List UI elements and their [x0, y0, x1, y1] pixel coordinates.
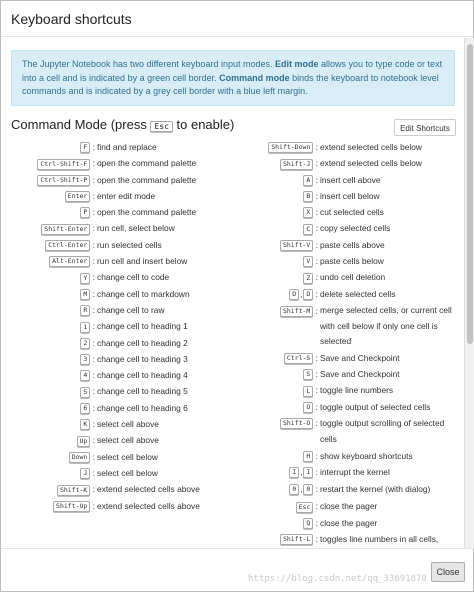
shortcut-key: Q [303, 518, 313, 529]
shortcut-key: 0 [303, 484, 313, 495]
key-colon: : [313, 401, 318, 412]
shortcut-row [1, 139, 235, 155]
shortcut-row [1, 498, 235, 514]
shortcut-key: Shift-J [280, 159, 313, 170]
shortcut-description: paste cells above [320, 239, 385, 250]
dialog-title: Keyboard shortcuts [11, 11, 132, 27]
shortcut-description: change cell to heading 1 [97, 321, 188, 332]
section-title [11, 117, 234, 132]
shortcut-description: change cell to code [97, 272, 170, 283]
key-colon: : [90, 142, 95, 152]
key-colon: : [90, 402, 95, 413]
shortcut-key: Shift-V [280, 240, 313, 251]
shortcut-key: O [303, 402, 313, 413]
shortcut-keys [235, 155, 318, 171]
shortcut-row [235, 399, 463, 415]
shortcut-row [1, 204, 235, 220]
shortcut-keys [1, 432, 95, 448]
key-colon: : [90, 190, 95, 201]
key-colon: : [313, 466, 318, 477]
shortcut-description: toggle line numbers [320, 385, 394, 396]
shortcut-key: R [80, 305, 90, 316]
key-colon: : [313, 239, 318, 250]
shortcut-keys [235, 172, 318, 188]
key-colon: : [313, 484, 318, 495]
shortcut-keys [1, 237, 95, 253]
key-colon: : [313, 223, 318, 234]
shortcut-row [235, 464, 463, 481]
shortcut-key: L [303, 386, 313, 397]
shortcut-key: Shift-Up [53, 501, 90, 512]
shortcut-description: run cell, select below [97, 223, 175, 234]
shortcut-keys [1, 481, 95, 497]
shortcut-keys [235, 204, 318, 220]
shortcut-row [1, 286, 235, 302]
shortcut-description: restart the kernel (with dialog) [320, 484, 431, 495]
key-colon: : [313, 369, 318, 380]
shortcut-key: C [303, 224, 313, 235]
shortcut-keys [235, 382, 318, 398]
shortcut-description: change cell to raw [97, 304, 165, 315]
shortcut-keys [235, 481, 318, 498]
info-text-3: binds the keyboard to notebook level commands and is indicated by a grey cell border with a blue left margin. [22, 72, 439, 96]
shortcut-description: toggle output of selected cells [320, 401, 431, 412]
shortcut-keys [1, 139, 95, 155]
shortcut-description: open the command palette [97, 207, 197, 218]
shortcut-key: F [80, 142, 90, 153]
info-edit-mode: Edit mode [274, 59, 319, 69]
shortcut-keys [1, 400, 95, 416]
shortcut-key: Enter [65, 191, 91, 202]
shortcut-keys [235, 220, 318, 236]
shortcut-row [235, 531, 463, 547]
key-colon: : [90, 288, 95, 299]
shortcut-description: change cell to heading 3 [97, 353, 188, 364]
scrollbar-thumb[interactable] [467, 44, 473, 344]
shortcut-row [235, 303, 463, 350]
shortcut-row [1, 188, 235, 204]
shortcut-description: cut selected cells [320, 207, 384, 218]
shortcut-row [235, 350, 463, 366]
shortcut-key: D [303, 289, 313, 300]
shortcut-description: show keyboard shortcuts [320, 450, 413, 461]
key-colon: : [90, 321, 95, 332]
shortcut-description: insert cell below [320, 190, 380, 201]
info-text-2: allows you to type code or text into a cell and is indicated by a green cell border. [22, 59, 443, 83]
key-colon: : [90, 158, 95, 169]
key-colon: : [90, 370, 95, 381]
shortcut-row [235, 498, 463, 514]
key-colon: : [313, 534, 318, 545]
shortcut-keys [235, 415, 318, 448]
shortcut-row [1, 351, 235, 367]
key-colon: : [313, 174, 318, 185]
shortcut-row [1, 432, 235, 448]
shortcut-keys [235, 399, 318, 415]
shortcut-key: X [303, 207, 313, 218]
key-separator: , [300, 485, 303, 495]
key-colon: : [90, 353, 95, 364]
key-colon: : [313, 417, 318, 428]
shortcut-description: enter edit mode [97, 190, 156, 201]
shortcut-row [1, 318, 235, 334]
shortcut-key: Shift-L [280, 534, 313, 545]
shortcut-description: extend selected cells above [97, 500, 200, 511]
shortcut-row [235, 172, 463, 188]
key-colon: : [313, 288, 318, 299]
shortcut-key: Shift-K [57, 485, 90, 496]
key-colon: : [90, 256, 95, 267]
key-colon: : [90, 304, 95, 315]
key-colon: : [90, 435, 95, 446]
key-colon: : [313, 501, 318, 512]
shortcut-key: Up [77, 436, 91, 447]
shortcut-key: Z [303, 273, 313, 284]
key-colon: : [90, 500, 95, 511]
shortcut-description: extend selected cells above [97, 484, 200, 495]
shortcut-key: Alt-Enter [49, 256, 90, 267]
shortcuts-column-right [235, 139, 463, 547]
shortcut-key: A [303, 175, 313, 186]
shortcut-keys [1, 465, 95, 481]
shortcut-description: insert cell above [320, 174, 381, 185]
key-colon: : [90, 337, 95, 348]
shortcut-key: 4 [80, 370, 90, 381]
shortcut-row [1, 237, 235, 253]
key-colon: : [90, 419, 95, 430]
shortcut-key: H [303, 451, 313, 462]
shortcut-keys [1, 269, 95, 285]
shortcut-keys [1, 351, 95, 367]
shortcut-keys [1, 204, 95, 220]
shortcut-description: close the pager [320, 501, 378, 512]
shortcut-keys [235, 531, 318, 547]
shortcut-keys [235, 253, 318, 269]
shortcut-keys [235, 139, 318, 155]
shortcut-keys [1, 335, 95, 351]
shortcut-description: delete selected cells [320, 288, 396, 299]
key-colon: : [313, 190, 318, 201]
shortcut-row [1, 155, 235, 171]
shortcut-row [235, 155, 463, 171]
dialog-header [1, 1, 473, 37]
shortcut-row [235, 415, 463, 448]
key-colon: : [313, 385, 318, 396]
shortcut-keys [1, 449, 95, 465]
shortcut-key: P [80, 207, 90, 218]
key-colon: : [313, 272, 318, 283]
shortcut-keys [1, 318, 95, 334]
shortcut-description: change cell to heading 5 [97, 386, 188, 397]
shortcut-row [235, 139, 463, 155]
shortcut-row [235, 382, 463, 398]
shortcut-keys [1, 155, 95, 171]
shortcut-row [235, 515, 463, 531]
shortcut-description: merge selected cells, or current cell with cell below if only one cell is selected [320, 304, 452, 347]
shortcut-key: K [80, 419, 90, 430]
shortcut-keys [235, 237, 318, 253]
shortcut-keys [235, 366, 318, 382]
shortcut-row [1, 335, 235, 351]
shortcut-key: S [303, 369, 313, 380]
shortcut-row [1, 383, 235, 399]
key-colon: : [313, 352, 318, 363]
shortcut-description: select cell above [97, 435, 159, 446]
shortcut-key: 1 [80, 322, 90, 333]
shortcut-key: Esc [296, 502, 314, 513]
shortcut-keys [235, 464, 318, 481]
shortcut-row [1, 269, 235, 285]
shortcut-row [235, 366, 463, 382]
info-command-mode: Command mode [219, 72, 290, 83]
key-colon: : [313, 450, 318, 461]
shortcut-row [1, 253, 235, 269]
shortcut-key: 3 [80, 354, 90, 365]
key-colon: : [90, 174, 95, 185]
dialog-body[interactable] [1, 38, 463, 548]
section-title-post: to enable) [172, 117, 235, 132]
shortcut-description: select cell below [97, 451, 158, 462]
shortcut-row [235, 448, 463, 464]
shortcut-row [235, 237, 463, 253]
shortcut-row [235, 220, 463, 236]
shortcut-key: Down [69, 452, 91, 463]
key-colon: : [90, 239, 95, 250]
shortcut-description: open the command palette [97, 174, 197, 185]
key-colon: : [313, 256, 318, 267]
shortcut-key: 6 [80, 403, 90, 414]
key-colon: : [313, 517, 318, 528]
shortcut-key: 2 [80, 338, 90, 349]
info-text-1: The Jupyter Notebook has two different keyboard input modes. [22, 59, 275, 69]
shortcut-keys [235, 515, 318, 531]
shortcut-keys [1, 188, 95, 204]
shortcut-row [1, 449, 235, 465]
key-colon: : [313, 158, 318, 169]
shortcut-description: change cell to markdown [97, 288, 190, 299]
shortcut-keys [1, 286, 95, 302]
shortcut-keys [235, 188, 318, 204]
key-separator: , [300, 289, 303, 299]
shortcut-description: paste cells below [320, 256, 384, 267]
shortcut-description: copy selected cells [320, 223, 391, 234]
shortcut-row [1, 172, 235, 188]
dialog-scrollbar[interactable] [464, 38, 474, 548]
shortcut-keys [1, 498, 95, 514]
shortcut-keys [235, 303, 318, 350]
info-alert [11, 50, 455, 106]
shortcut-keys [235, 269, 318, 285]
shortcut-description: extend selected cells below [320, 158, 422, 169]
shortcut-row [235, 269, 463, 285]
shortcut-keys [1, 383, 95, 399]
shortcuts-column-left [1, 139, 235, 514]
shortcut-key: B [303, 191, 313, 202]
shortcut-description: Save and Checkpoint [320, 352, 400, 363]
key-colon: : [90, 386, 95, 397]
shortcut-keys [235, 498, 318, 514]
shortcut-key: M [80, 289, 90, 300]
shortcut-description: toggles line numbers in all cells, [320, 534, 439, 545]
watermark: https://blog.csdn.net/qq_33691870 [248, 574, 427, 584]
esc-key: Esc [150, 121, 172, 132]
shortcut-keys [235, 448, 318, 464]
shortcut-keys [235, 350, 318, 366]
shortcut-description: find and replace [97, 142, 157, 152]
close-button[interactable]: Close [431, 562, 465, 582]
key-colon: : [313, 207, 318, 218]
section-title-pre: Command Mode (press [11, 117, 151, 132]
shortcut-keys [1, 302, 95, 318]
key-colon: : [90, 207, 95, 218]
shortcut-key: 0 [289, 484, 299, 495]
shortcut-key: I [303, 467, 313, 478]
shortcut-description: select cell below [97, 467, 158, 478]
edit-shortcuts-button[interactable]: Edit Shortcuts [394, 119, 456, 136]
shortcut-row [1, 367, 235, 383]
shortcut-description: close the pager [320, 517, 378, 528]
shortcut-description: Save and Checkpoint [320, 369, 400, 380]
key-colon: : [90, 467, 95, 478]
shortcut-row [1, 220, 235, 236]
shortcut-key: D [289, 289, 299, 300]
shortcut-key: Shift-M [280, 306, 313, 317]
shortcut-key: J [80, 468, 90, 479]
shortcut-description: select cell above [97, 419, 159, 430]
key-colon: : [90, 484, 95, 495]
key-colon: : [90, 272, 95, 283]
key-colon: : [313, 305, 318, 316]
shortcut-keys [1, 172, 95, 188]
shortcut-key: Ctrl-Shift-F [37, 159, 90, 170]
shortcut-key: Shift-Down [268, 142, 313, 153]
shortcut-row [235, 286, 463, 303]
shortcut-row [235, 253, 463, 269]
shortcut-row [1, 465, 235, 481]
shortcut-keys [235, 286, 318, 303]
key-separator: , [300, 467, 303, 477]
key-colon: : [90, 451, 95, 462]
shortcut-key: V [303, 256, 313, 267]
shortcut-row [1, 481, 235, 497]
dialog-footer [1, 548, 474, 593]
shortcut-key: Ctrl-Shift-P [37, 175, 90, 186]
shortcut-description: change cell to heading 4 [97, 370, 188, 381]
shortcut-key: Ctrl-S [284, 353, 313, 364]
shortcut-description: interrupt the kernel [320, 466, 390, 477]
key-colon: : [90, 223, 95, 234]
shortcut-key: Shift-O [280, 418, 313, 429]
shortcut-keys [1, 367, 95, 383]
shortcut-description: toggle output scrolling of selected cells [320, 417, 445, 445]
key-colon: : [313, 142, 318, 152]
shortcut-description: extend selected cells below [320, 142, 422, 152]
shortcut-key: Ctrl-Enter [45, 240, 90, 251]
shortcut-key: 5 [80, 387, 90, 398]
shortcut-keys [1, 220, 95, 236]
shortcut-description: change cell to heading 6 [97, 402, 188, 413]
shortcut-description: undo cell deletion [320, 272, 386, 283]
shortcut-keys [1, 253, 95, 269]
shortcut-description: open the command palette [97, 158, 197, 169]
shortcut-description: run cell and insert below [97, 256, 188, 267]
shortcut-key: Shift-Enter [41, 224, 90, 235]
shortcut-description: change cell to heading 2 [97, 337, 188, 348]
shortcut-key: Y [80, 273, 90, 284]
shortcut-key: I [289, 467, 299, 478]
shortcut-row [235, 481, 463, 498]
shortcut-keys [1, 416, 95, 432]
shortcut-row [235, 188, 463, 204]
shortcut-row [235, 204, 463, 220]
shortcut-row [1, 400, 235, 416]
shortcut-row [1, 302, 235, 318]
shortcut-row [1, 416, 235, 432]
shortcut-description: run selected cells [97, 239, 162, 250]
